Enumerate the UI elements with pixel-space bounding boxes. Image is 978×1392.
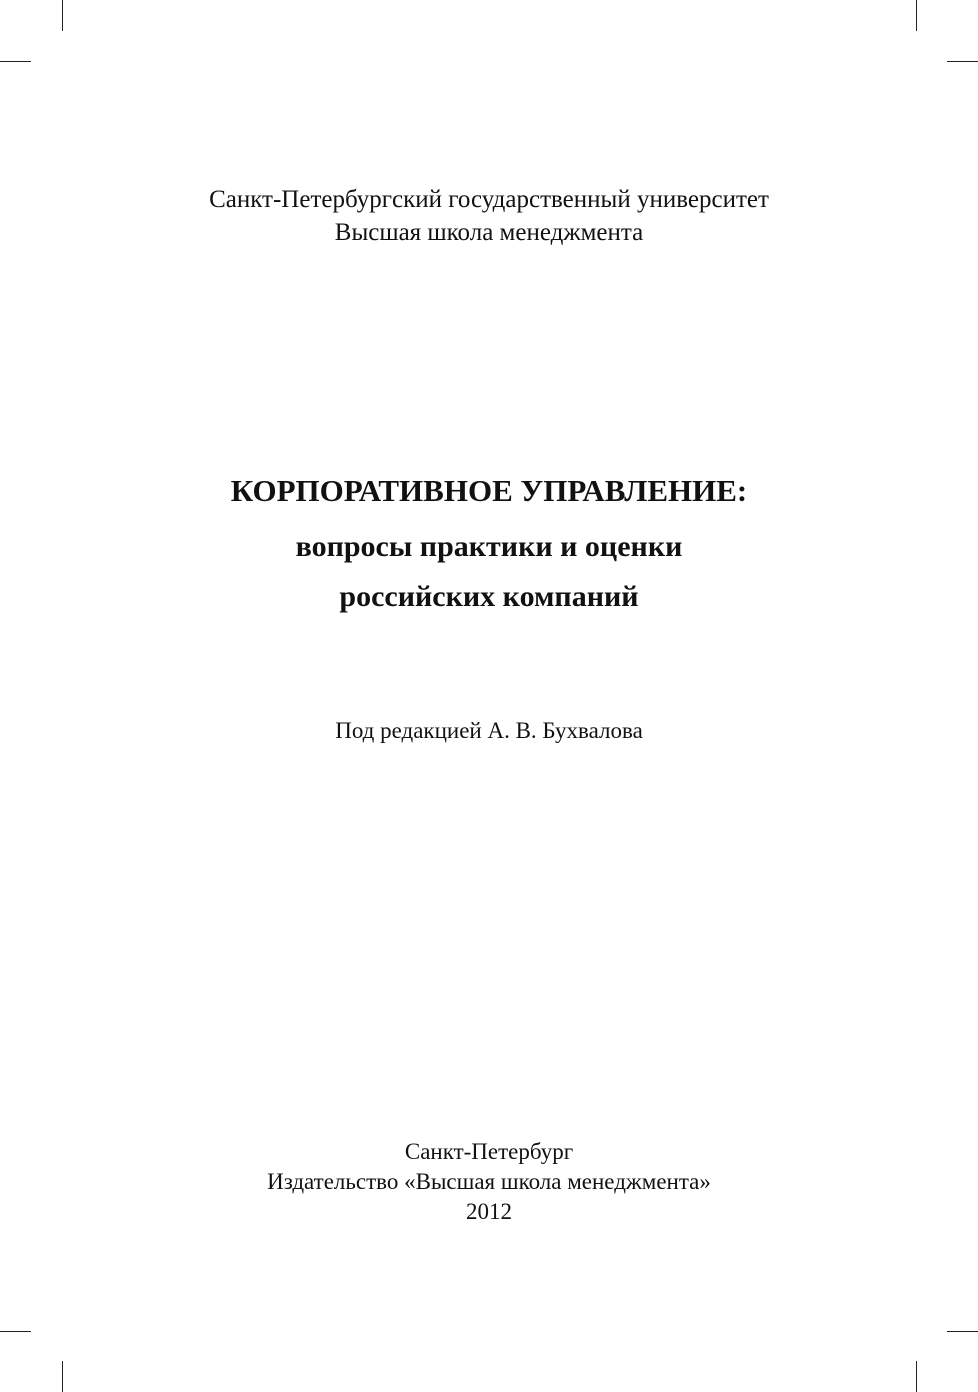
school-name: Высшая школа менеджмента bbox=[334, 219, 644, 246]
crop-mark-bottom-left-horizontal bbox=[0, 1331, 31, 1332]
crop-mark-bottom-right-horizontal bbox=[947, 1331, 978, 1332]
book-subtitle-line2: российских компаний bbox=[339, 580, 639, 613]
crop-mark-top-right-horizontal bbox=[947, 61, 978, 62]
imprint-city: Санкт-Петербург bbox=[404, 1139, 574, 1164]
imprint-year: 2012 bbox=[466, 1199, 512, 1224]
editor-credit: Под редакцией А. В. Бухвалова bbox=[335, 718, 643, 743]
crop-mark-top-left-horizontal bbox=[0, 61, 31, 62]
crop-mark-top-right-vertical bbox=[916, 0, 917, 31]
book-subtitle-line1: вопросы практики и оценки bbox=[295, 530, 683, 563]
imprint-publisher: Издательство «Высшая школа менеджмента» bbox=[267, 1169, 711, 1194]
crop-mark-bottom-left-vertical bbox=[62, 1361, 63, 1392]
book-title: КОРПОРАТИВНОЕ УПРАВЛЕНИЕ: bbox=[230, 473, 748, 508]
crop-mark-bottom-right-vertical bbox=[916, 1361, 917, 1392]
crop-mark-top-left-vertical bbox=[62, 0, 63, 31]
university-name: Санкт-Петербургский государственный университет bbox=[209, 186, 769, 213]
